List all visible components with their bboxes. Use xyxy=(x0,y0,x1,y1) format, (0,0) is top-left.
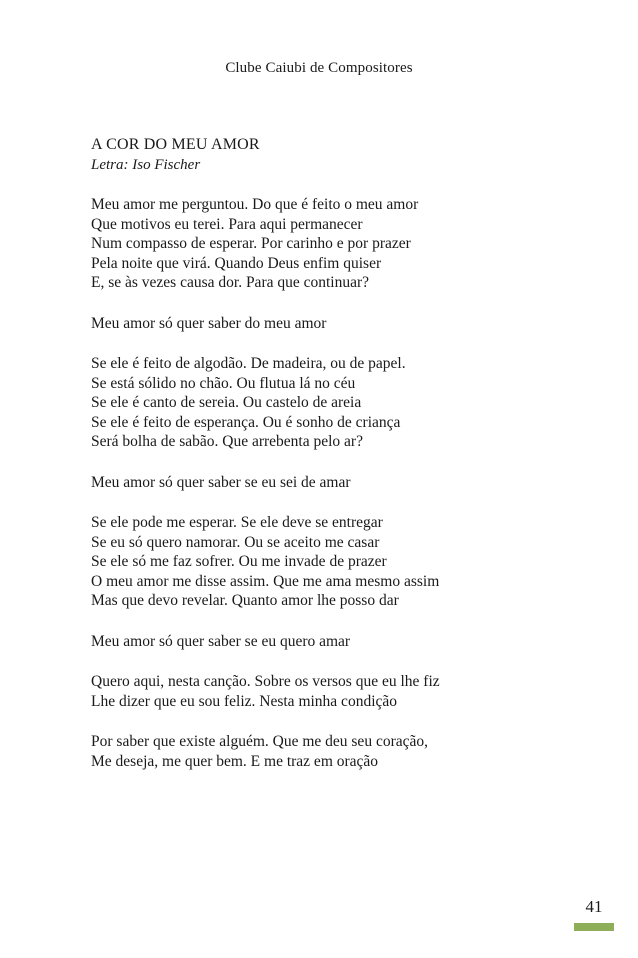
lyric-line: Por saber que existe alguém. Que me deu seu coração, xyxy=(91,733,428,750)
lyric-line: Que motivos eu terei. Para aqui permanecer xyxy=(91,215,363,233)
song-title: A COR DO MEU AMOR xyxy=(91,136,260,153)
song-credit: Letra: Iso Fischer xyxy=(91,157,201,173)
lyric-line: Me deseja, me quer bem. E me traz em oração xyxy=(91,752,379,770)
lyric-line: Se eu só quero namorar. Ou se aceito me casar xyxy=(91,533,380,551)
lyric-line: Se está sólido no chão. Ou flutua lá no céu xyxy=(91,374,356,392)
refrain-1 xyxy=(91,314,611,334)
page-number-accent-bar xyxy=(574,923,614,931)
song-content xyxy=(91,135,611,792)
page-number: 41 xyxy=(585,897,603,916)
lyric-line: Se ele é canto de sereia. Ou castelo de areia xyxy=(91,394,362,411)
lyric-line: Meu amor me perguntou. Do que é feito o meu amor xyxy=(91,196,419,213)
lyric-line: Pela noite que virá. Quando Deus enfim quiser xyxy=(91,254,382,272)
lyric-line: Se ele é feito de algodão. De madeira, ou de papel. xyxy=(91,355,406,372)
stanza-1 xyxy=(91,195,611,293)
stanza-3 xyxy=(91,513,611,611)
refrain-2 xyxy=(91,473,611,493)
lyric-line: Quero aqui, nesta canção. Sobre os versos que eu lhe fiz xyxy=(91,673,440,690)
refrain-3 xyxy=(91,632,611,652)
lyric-line: Num compasso de esperar. Por carinho e por prazer xyxy=(91,235,411,252)
stanza-5 xyxy=(91,732,611,771)
lyric-line: Mas que devo revelar. Quanto amor lhe posso dar xyxy=(91,592,399,609)
lyric-line: O meu amor me disse assim. Que me ama mesmo assim xyxy=(91,572,440,590)
lyrics xyxy=(91,195,611,771)
lyric-line: Se ele é feito de esperança. Ou é sonho de criança xyxy=(91,413,401,431)
lyric-line: Lhe dizer que eu sou feliz. Nesta minha condição xyxy=(91,692,398,710)
stanza-2 xyxy=(91,354,611,452)
running-header: Clube Caiubi de Compositores xyxy=(225,60,413,76)
lyric-line: Será bolha de sabão. Que arrebenta pelo ar? xyxy=(91,433,363,450)
lyric-line: Meu amor só quer saber se eu quero amar xyxy=(91,632,351,650)
lyric-line: Meu amor só quer saber se eu sei de amar xyxy=(91,473,351,491)
lyric-line: Meu amor só quer saber do meu amor xyxy=(91,314,327,332)
lyric-line: Se ele só me faz sofrer. Ou me invade de prazer xyxy=(91,553,387,570)
lyric-line: Se ele pode me esperar. Se ele deve se entregar xyxy=(91,514,383,531)
lyric-line: E, se às vezes causa dor. Para que continuar? xyxy=(91,274,370,291)
stanza-4 xyxy=(91,672,611,711)
